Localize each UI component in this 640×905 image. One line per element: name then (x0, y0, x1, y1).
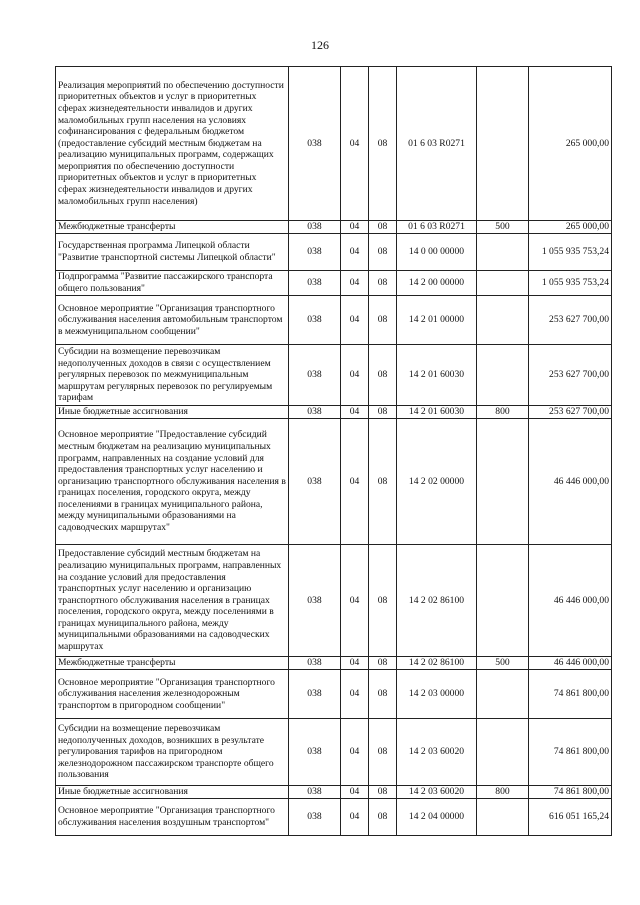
sum-cell: 46 446 000,00 (529, 545, 612, 657)
sum-cell: 253 627 700,00 (529, 406, 612, 419)
target-code-cell: 14 2 02 86100 (397, 657, 477, 670)
target-code-cell: 14 2 02 86100 (397, 545, 477, 657)
ministry-code-cell: 038 (289, 406, 341, 419)
page-number: 126 (311, 38, 329, 52)
sum-cell: 1 055 935 753,24 (529, 234, 612, 271)
table-row (56, 657, 612, 670)
expense-type-cell (477, 67, 529, 221)
target-code-cell: 14 2 02 00000 (397, 419, 477, 545)
ministry-code-cell: 038 (289, 657, 341, 670)
expense-type-cell (477, 271, 529, 296)
table-row (56, 296, 612, 345)
table-row (56, 719, 612, 786)
expense-type-cell (477, 670, 529, 719)
row-name-cell: Предоставление субсидий местным бюджетам на реализацию муниципальных программ, направленных на создание условий для предоставления транспортных услуг населению и организацию транспортного обслуживания населения в границах поселения, городского округа, между поселениями в границах муниципального района, между муниципальными образованиями на садоводческих маршрутах (56, 545, 289, 657)
target-code-cell: 14 2 01 00000 (397, 296, 477, 345)
section-code-cell: 04 (341, 271, 369, 296)
ministry-code-cell: 038 (289, 345, 341, 406)
subsection-code-cell: 08 (369, 406, 397, 419)
ministry-code-cell: 038 (289, 799, 341, 836)
sum-cell: 46 446 000,00 (529, 657, 612, 670)
sum-cell: 1 055 935 753,24 (529, 271, 612, 296)
expense-type-cell (477, 419, 529, 545)
row-name-cell: Иные бюджетные ассигнования (56, 406, 289, 419)
expense-type-cell (477, 719, 529, 786)
expense-type-cell (477, 545, 529, 657)
section-code-cell: 04 (341, 799, 369, 836)
ministry-code-cell: 038 (289, 67, 341, 221)
row-name-cell: Реализация мероприятий по обеспечению доступности приоритетных объектов и услуг в приоритетных сферах жизнедеятельности инвалидов и других маломобильных групп населения на условиях софинансирования с федеральным бюджетом (предоставление субсидий местным бюджетам на реализацию муниципальных программ, содержащих мероприятия по обеспечению доступности приоритетных объектов и услуг в приоритетных сферах жизнедеятельности инвалидов и других маломобильных групп населения) (56, 67, 289, 221)
row-name-cell: Основное мероприятие "Организация транспортного обслуживания населения автомобильным транспортом в межмуниципальном сообщении" (56, 296, 289, 345)
target-code-cell: 01 6 03 R0271 (397, 67, 477, 221)
subsection-code-cell: 08 (369, 799, 397, 836)
table-row (56, 670, 612, 719)
expense-type-cell (477, 799, 529, 836)
ministry-code-cell: 038 (289, 296, 341, 345)
ministry-code-cell: 038 (289, 670, 341, 719)
row-name-cell: Межбюджетные трансферты (56, 657, 289, 670)
subsection-code-cell: 08 (369, 296, 397, 345)
section-code-cell: 04 (341, 345, 369, 406)
ministry-code-cell: 038 (289, 221, 341, 234)
row-name-cell: Иные бюджетные ассигнования (56, 786, 289, 799)
expense-type-cell: 800 (477, 406, 529, 419)
sum-cell: 265 000,00 (529, 221, 612, 234)
table-row (56, 406, 612, 419)
row-name-cell: Основное мероприятие "Организация транспортного обслуживания населения воздушным транспортом" (56, 799, 289, 836)
section-code-cell: 04 (341, 296, 369, 345)
expense-type-cell: 500 (477, 657, 529, 670)
sum-cell: 74 861 800,00 (529, 670, 612, 719)
table-row (56, 271, 612, 296)
row-name-cell: Субсидии на возмещение перевозчикам недополученных доходов в связи с осуществлением регулярных перевозок по межмуниципальным маршрутам регулярных перевозок по регулируемым тарифам (56, 345, 289, 406)
ministry-code-cell: 038 (289, 786, 341, 799)
subsection-code-cell: 08 (369, 657, 397, 670)
section-code-cell: 04 (341, 67, 369, 221)
section-code-cell: 04 (341, 221, 369, 234)
subsection-code-cell: 08 (369, 271, 397, 296)
sum-cell: 74 861 800,00 (529, 719, 612, 786)
subsection-code-cell: 08 (369, 786, 397, 799)
ministry-code-cell: 038 (289, 234, 341, 271)
table-row (56, 799, 612, 836)
section-code-cell: 04 (341, 657, 369, 670)
target-code-cell: 14 2 01 60030 (397, 345, 477, 406)
section-code-cell: 04 (341, 234, 369, 271)
section-code-cell: 04 (341, 406, 369, 419)
ministry-code-cell: 038 (289, 419, 341, 545)
row-name-cell: Субсидии на возмещение перевозчикам недополученных доходов, возникших в результате регулирования тарифов на пригородном железнодорожном пассажирском транспорте общего пользования (56, 719, 289, 786)
sum-cell: 46 446 000,00 (529, 419, 612, 545)
ministry-code-cell: 038 (289, 545, 341, 657)
section-code-cell: 04 (341, 786, 369, 799)
row-name-cell: Подпрограмма "Развитие пассажирского транспорта общего пользования" (56, 271, 289, 296)
expense-type-cell: 800 (477, 786, 529, 799)
table-row (56, 221, 612, 234)
table-row (56, 545, 612, 657)
section-code-cell: 04 (341, 719, 369, 786)
sum-cell: 74 861 800,00 (529, 786, 612, 799)
section-code-cell: 04 (341, 419, 369, 545)
expense-type-cell (477, 296, 529, 345)
sum-cell: 253 627 700,00 (529, 345, 612, 406)
target-code-cell: 14 2 01 60030 (397, 406, 477, 419)
target-code-cell: 14 2 00 00000 (397, 271, 477, 296)
sum-cell: 253 627 700,00 (529, 296, 612, 345)
expense-type-cell (477, 345, 529, 406)
target-code-cell: 01 6 03 R0271 (397, 221, 477, 234)
target-code-cell: 14 0 00 00000 (397, 234, 477, 271)
table-row (56, 419, 612, 545)
subsection-code-cell: 08 (369, 719, 397, 786)
subsection-code-cell: 08 (369, 221, 397, 234)
subsection-code-cell: 08 (369, 670, 397, 719)
subsection-code-cell: 08 (369, 345, 397, 406)
row-name-cell: Основное мероприятие "Предоставление субсидий местным бюджетам на реализацию муниципальных программ, направленных на создание условий для предоставления транспортных услуг населению и организацию транспортного обслуживания населения в границах поселения, городского округа, между поселениями в границах муниципального района, между муниципальными образованиями на садоводческих маршрутах" (56, 419, 289, 545)
expense-type-cell: 500 (477, 221, 529, 234)
ministry-code-cell: 038 (289, 271, 341, 296)
subsection-code-cell: 08 (369, 545, 397, 657)
subsection-code-cell: 08 (369, 67, 397, 221)
section-code-cell: 04 (341, 670, 369, 719)
target-code-cell: 14 2 04 00000 (397, 799, 477, 836)
row-name-cell: Государственная программа Липецкой области "Развитие транспортной системы Липецкой области" (56, 234, 289, 271)
budget-table-body (56, 67, 612, 836)
table-row (56, 345, 612, 406)
target-code-cell: 14 2 03 00000 (397, 670, 477, 719)
target-code-cell: 14 2 03 60020 (397, 786, 477, 799)
expense-type-cell (477, 234, 529, 271)
table-row (56, 67, 612, 221)
table-row (56, 234, 612, 271)
budget-table (55, 66, 612, 836)
subsection-code-cell: 08 (369, 419, 397, 545)
row-name-cell: Основное мероприятие "Организация транспортного обслуживания населения железнодорожным транспортом в пригородном сообщении" (56, 670, 289, 719)
subsection-code-cell: 08 (369, 234, 397, 271)
section-code-cell: 04 (341, 545, 369, 657)
ministry-code-cell: 038 (289, 719, 341, 786)
sum-cell: 616 051 165,24 (529, 799, 612, 836)
target-code-cell: 14 2 03 60020 (397, 719, 477, 786)
sum-cell: 265 000,00 (529, 67, 612, 221)
row-name-cell: Межбюджетные трансферты (56, 221, 289, 234)
table-row (56, 786, 612, 799)
